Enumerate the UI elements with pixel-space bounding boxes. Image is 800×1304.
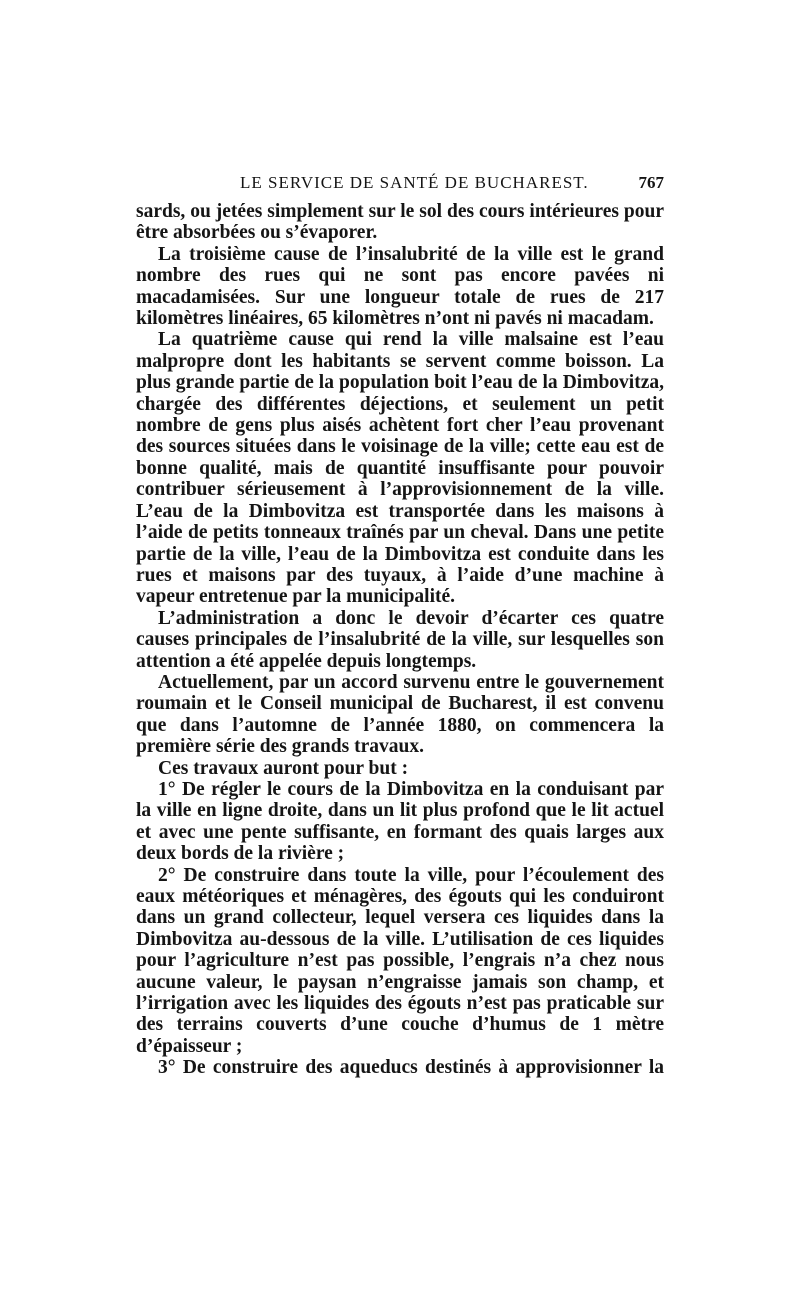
running-head: LE SERVICE DE SANTÉ DE BUCHAREST.	[240, 173, 589, 192]
list-item-1: 1° De régler le cours de la Dimbovitza en la conduisant par la ville en ligne droite, dans un lit plus profond que le lit actuel et avec une pente suffisante, en formant des quais larges aux deux bords de la rivière ;	[136, 778, 664, 865]
body-text	[136, 201, 664, 1079]
list-item-3: 3° De construire des aqueducs destinés à approvisionner la	[158, 1057, 664, 1079]
paragraph-fourth-cause: La quatrième cause qui rend la ville malsaine est l’eau malpropre dont les habitants se servent comme boisson. La plus grande partie de la population boit l’eau de la Dimbovitza, chargée des différentes déjections, et seulement un petit nombre de gens plus aisés achètent fort cher l’eau provenant des sources situées dans le voisinage de la ville; cette eau est de bonne qualité, mais de quantité insuffisante pour pouvoir contribuer sérieusement à l’approvisionnement de la ville. L’eau de la Dimbovitza est transportée dans les maisons à l’aide de petits tonneaux traînés par un cheval. Dans une petite partie de la ville, l’eau de la Dimbovitza est conduite dans les rues et maisons par des tuyaux, à l’aide d’une machine à vapeur entretenue par la municipalité.	[136, 329, 664, 608]
paragraph-administration: L’administration a donc le devoir d’écarter ces quatre causes principales de l’insalubrité de la ville, sur lesquelles son attention a été appelée depuis longtemps.	[136, 607, 664, 672]
list-item-2: 2° De construire dans toute la ville, pour l’écoulement des eaux météoriques et ménagères, des égouts qui les conduiront dans un grand collecteur, lequel versera ces liquides dans la Dimbovitza au-dessous de la ville. L’utilisation de ces liquides pour l’agriculture n’est pas possible, l’engrais n’a chez nous aucune valeur, le paysan n’engraisse jamais son champ, et l’irrigation avec les liquides des égouts n’est pas praticable sur des terrains couverts d’une couche d’humus de 1 mètre d’épaisseur ;	[136, 864, 664, 1057]
page-number: 767	[638, 173, 664, 192]
paragraph-third-cause: La troisième cause de l’insalubrité de la ville est le grand nombre des rues qui ne sont pas encore pavées ni macadamisées. Sur une longueur totale de rues de 217 kilomètres linéaires, 65 kilomètres n’ont ni pavés ni macadam.	[136, 243, 664, 330]
page-header	[136, 173, 664, 197]
paragraph-continuation: sards, ou jetées simplement sur le sol des cours intérieures pour être absorbées ou s’évaporer.	[136, 201, 664, 244]
paragraph-works-intro: Ces travaux auront pour but :	[158, 757, 409, 779]
paragraph-agreement: Actuellement, par un accord survenu entre le gouvernement roumain et le Conseil municipal de Bucharest, il est convenu que dans l’automne de l’année 1880, on commencera la première série des grands travaux.	[136, 671, 664, 758]
